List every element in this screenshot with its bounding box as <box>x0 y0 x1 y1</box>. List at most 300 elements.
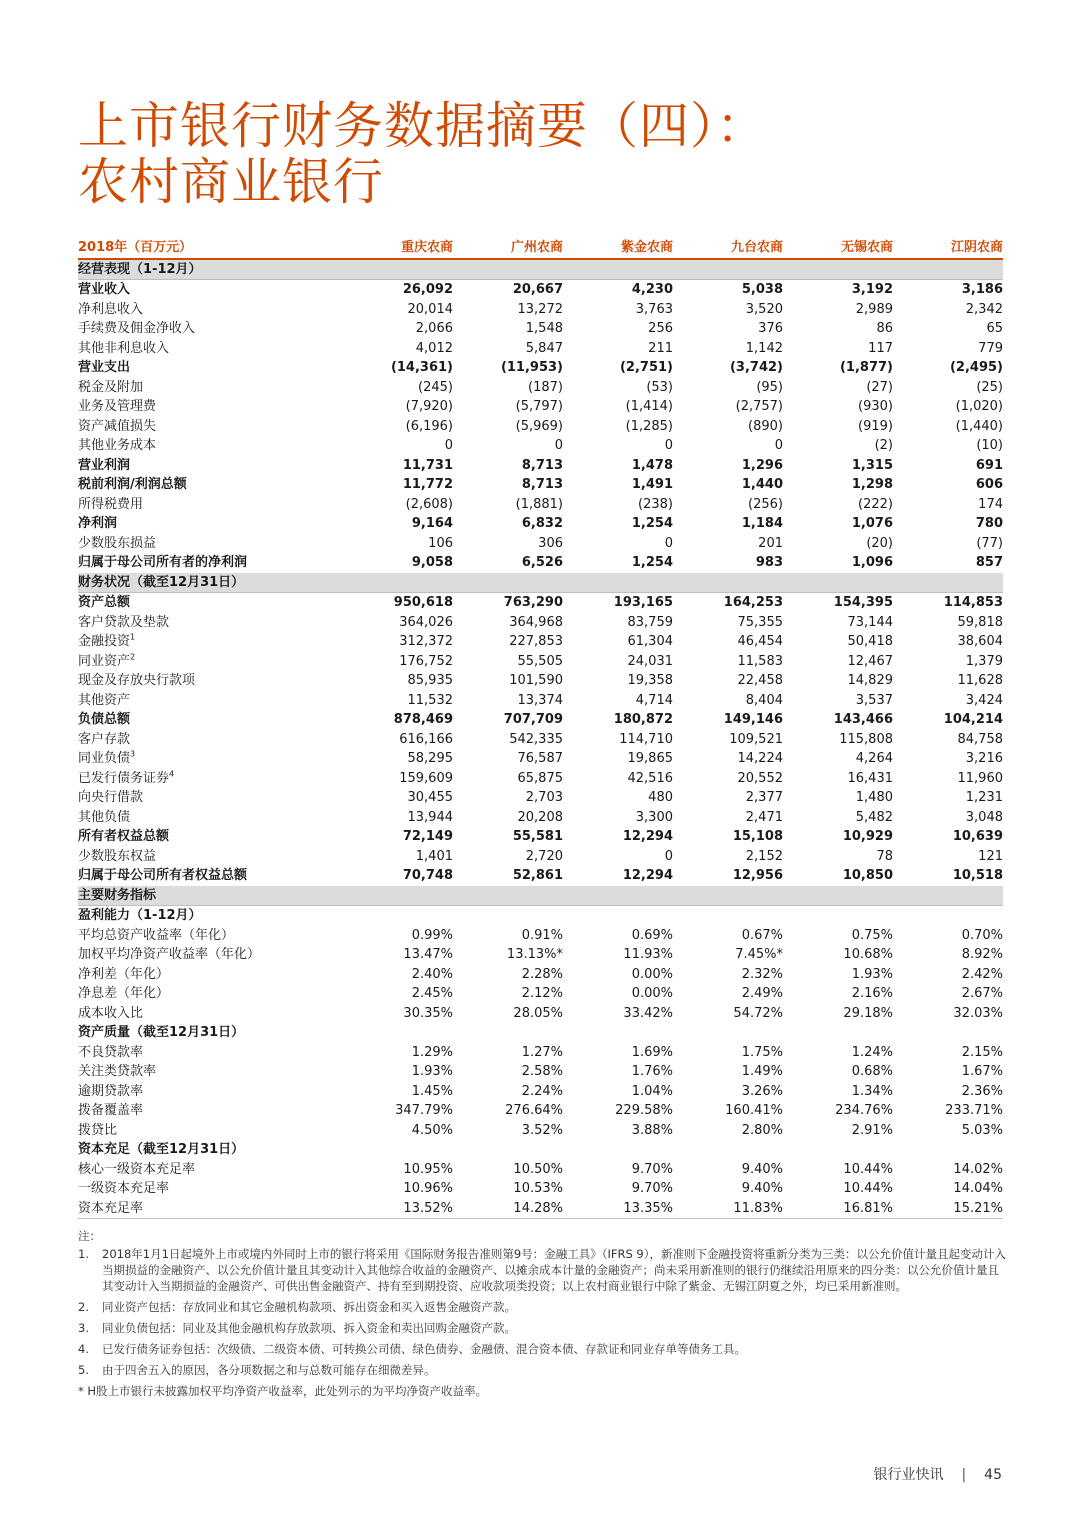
row-label <box>78 1199 343 1219</box>
table-cell: 54.72% <box>733 1005 783 1021</box>
row-label <box>78 788 343 808</box>
table-cell <box>783 1140 893 1160</box>
table-cell: 8.92% <box>961 947 1003 962</box>
table-cell: 10,639 <box>952 829 1003 844</box>
row-label-text: 净息差（年化） <box>78 986 170 1001</box>
table-cell: 180,872 <box>613 712 673 727</box>
row-label <box>78 613 343 633</box>
note-text: 2018年1月1日起境外上市或境内外同时上市的银行将采用《国际财务报告准则第9号：金融工具》（IFRS 9），新准则下金融投资将重新分类为三类：以公允价值计量且起变动计入当期损益的金融资产、以公允价值计量且其变动计入其他综合收益的金融资产、以摊余成本计量的金融资产；尚未采用新准则的银行仍继续沿用原来的四分类：以公允价值计量且其变动计入当期损益的金融资产、可供出售金融资产、持有至到期投资、应收款项类投资；以上农村商业银行中除了紫金、无锡江阴夏之外，均已采用新准则。 <box>102 1247 1006 1293</box>
table-cell: 4,264 <box>855 751 893 766</box>
table-cell: (919) <box>858 418 893 434</box>
table-cell: (1,414) <box>625 399 673 414</box>
table-cell: 70,748 <box>402 868 453 883</box>
row-label-text: 客户贷款及垫款 <box>78 614 170 630</box>
table-row <box>78 1004 1003 1024</box>
table-cell: 542,335 <box>509 731 563 747</box>
row-label-text: 其他业务成本 <box>78 438 157 453</box>
table-cell: 14,829 <box>847 673 893 688</box>
note-item <box>78 1320 1008 1336</box>
table-cell: 10,929 <box>842 829 893 844</box>
table-cell: 2.42% <box>961 966 1003 982</box>
note-item <box>78 1246 1008 1294</box>
table-cell <box>453 259 563 280</box>
table-cell: 983 <box>755 555 783 570</box>
table-row <box>78 534 1003 554</box>
table-cell: (10) <box>976 438 1003 453</box>
table-cell: (238) <box>638 496 673 512</box>
row-label-text: 资本充足（截至12月31日） <box>78 1142 245 1157</box>
table-cell: 1.76% <box>631 1064 673 1079</box>
note-text: 由于四舍五入的原因，各分项数据之和与总数可能存在细微差异。 <box>102 1363 436 1377</box>
table-cell: 9,164 <box>411 516 453 531</box>
header-bank-wuxi: 无锡农商 <box>783 238 893 259</box>
table-cell: 2,989 <box>855 301 893 317</box>
table-cell: 50,418 <box>847 634 893 649</box>
table-cell: 160.41% <box>725 1103 783 1118</box>
table-cell: 10.44% <box>843 1161 893 1177</box>
table-cell: 143,466 <box>833 712 893 727</box>
table-cell: 0.67% <box>741 927 783 943</box>
table-cell: 0.69% <box>631 927 673 943</box>
table-cell: 1,315 <box>851 457 893 473</box>
row-label-text: 不良贷款率 <box>78 1044 144 1060</box>
table-row <box>78 378 1003 398</box>
section-row <box>78 886 1003 906</box>
table-cell: 6,832 <box>521 516 563 531</box>
note-item <box>78 1299 1008 1315</box>
table-cell <box>343 573 453 593</box>
star-note: * H股上市银行未披露加权平均净资产收益率，此处列示的为平均净资产收益率。 <box>78 1384 488 1398</box>
row-label-text: 归属于母公司所有者权益总额 <box>78 868 248 883</box>
table-cell: 1,184 <box>741 516 783 531</box>
table-cell: (11,953) <box>500 360 563 375</box>
table-cell: (95) <box>756 379 783 395</box>
row-label-text: 其他资产 <box>78 692 131 708</box>
table-cell: 1,478 <box>631 457 673 473</box>
page-number: 45 <box>984 1467 1002 1483</box>
subsection-row <box>78 1140 1003 1160</box>
row-label <box>78 945 343 965</box>
table-cell: 950,618 <box>393 595 453 610</box>
row-label-text: 经营表现（1-12月） <box>78 261 202 277</box>
table-cell <box>343 1140 453 1160</box>
table-cell <box>783 886 893 906</box>
table-cell <box>893 259 1003 280</box>
table-cell: 4,230 <box>631 282 673 297</box>
table-cell: 29.18% <box>843 1005 893 1021</box>
row-label-text: 一级资本充足率 <box>78 1181 170 1196</box>
table-cell: 73,144 <box>847 614 893 630</box>
note-number: 5. <box>78 1363 89 1377</box>
table-row <box>78 300 1003 320</box>
table-cell: 19,865 <box>627 751 673 766</box>
row-label <box>78 1179 343 1199</box>
table-cell: 256 <box>648 321 673 336</box>
row-label <box>78 866 343 886</box>
table-cell: 2.24% <box>521 1083 563 1099</box>
table-cell: 9.40% <box>741 1181 783 1196</box>
table-cell: 306 <box>538 535 563 551</box>
table-cell: (2,495) <box>949 360 1003 375</box>
table-cell <box>453 906 563 926</box>
table-row <box>78 965 1003 985</box>
table-row <box>78 358 1003 378</box>
table-cell: 61,304 <box>627 634 673 649</box>
table-row <box>78 808 1003 828</box>
publication-name: 银行业快讯 <box>873 1467 944 1483</box>
row-label <box>78 984 343 1004</box>
row-label <box>78 847 343 867</box>
table-cell: 42,516 <box>627 770 673 786</box>
table-row <box>78 1179 1003 1199</box>
table-cell: 1.75% <box>741 1044 783 1060</box>
table-cell: 2,471 <box>745 809 783 825</box>
table-cell: 2.12% <box>521 986 563 1001</box>
table-cell: 10.50% <box>513 1161 563 1177</box>
table-cell: 616,166 <box>399 731 453 747</box>
table-cell: 1,298 <box>851 477 893 492</box>
table-cell: 13,944 <box>407 809 453 825</box>
notes-header: 注： <box>78 1229 101 1243</box>
table-cell: 1,440 <box>741 477 783 492</box>
table-cell: 2,152 <box>745 848 783 864</box>
table-cell: 86 <box>876 321 893 336</box>
row-label-text: 逾期贷款率 <box>78 1083 144 1099</box>
section-row <box>78 573 1003 593</box>
row-label-text: 少数股东权益 <box>78 848 157 864</box>
row-label <box>78 397 343 417</box>
note-item <box>78 1341 1008 1357</box>
row-label-text: 主要财务指标 <box>78 887 157 903</box>
table-cell: 10.44% <box>843 1181 893 1196</box>
table-cell <box>343 906 453 926</box>
table-cell: 9.70% <box>631 1181 673 1196</box>
table-cell: 227,853 <box>509 634 563 649</box>
table-cell: 3,186 <box>961 282 1003 297</box>
note-text: 同业负债包括：同业及其他金融机构存放款项、拆入资金和卖出回购金融资产款。 <box>102 1321 516 1335</box>
row-label-text: 成本收入比 <box>78 1005 144 1021</box>
row-label-text: 同业负债 <box>78 751 131 766</box>
row-label-text: 现金及存放央行款项 <box>78 673 196 688</box>
row-label <box>78 593 343 613</box>
table-cell: 480 <box>648 790 673 805</box>
table-cell: 22,458 <box>737 673 783 688</box>
table-row <box>78 945 1003 965</box>
table-cell: 1.93% <box>411 1064 453 1079</box>
note-number: 4. <box>78 1342 89 1356</box>
table-cell: 606 <box>975 477 1003 492</box>
table-cell <box>453 1140 563 1160</box>
row-label <box>78 1121 343 1141</box>
note-item <box>78 1362 1008 1378</box>
table-cell <box>453 573 563 593</box>
row-label <box>78 417 343 437</box>
table-cell: 65,875 <box>517 770 563 786</box>
table-row <box>78 613 1003 633</box>
table-cell: (890) <box>748 418 783 434</box>
table-cell: 9,058 <box>411 555 453 570</box>
table-cell: 55,505 <box>517 653 563 669</box>
table-cell: 1,491 <box>631 477 673 492</box>
subsection-row <box>78 906 1003 926</box>
table-cell: 2.67% <box>961 986 1003 1001</box>
table-cell: 174 <box>978 496 1003 512</box>
row-label <box>78 965 343 985</box>
row-label <box>78 573 343 593</box>
table-cell: 109,521 <box>729 731 783 747</box>
table-row <box>78 495 1003 515</box>
table-cell: 0 <box>664 438 673 453</box>
row-label-text: 税前利润/利润总额 <box>78 477 187 492</box>
row-label-text: 少数股东损益 <box>78 535 157 551</box>
table-cell: 2.32% <box>741 966 783 982</box>
table-cell: 364,026 <box>399 614 453 630</box>
header-bank-jiutai: 九台农商 <box>673 238 783 259</box>
table-cell <box>453 1023 563 1043</box>
row-label <box>78 827 343 847</box>
table-cell: 2,720 <box>525 848 563 864</box>
table-row <box>78 652 1003 672</box>
table-cell: 1.93% <box>851 966 893 982</box>
table-row <box>78 514 1003 534</box>
table-cell <box>893 1140 1003 1160</box>
row-label-text: 净利润 <box>78 516 118 531</box>
table-cell: 763,290 <box>503 595 563 610</box>
table-cell: 9.40% <box>741 1161 783 1177</box>
table-cell: (1,020) <box>955 399 1003 414</box>
table-cell: 0 <box>664 848 673 864</box>
table-cell: (930) <box>858 399 893 414</box>
table-row <box>78 788 1003 808</box>
table-cell: 1.04% <box>631 1083 673 1099</box>
table-cell <box>783 1023 893 1043</box>
table-cell: 15,108 <box>732 829 783 844</box>
table-cell: 83,759 <box>627 614 673 630</box>
table-cell <box>673 906 783 926</box>
table-body <box>78 259 1003 1219</box>
table-cell: 12,294 <box>622 868 673 883</box>
table-cell: 1,142 <box>745 340 783 356</box>
table-cell: 26,092 <box>402 282 453 297</box>
table-cell: 10,518 <box>952 868 1003 883</box>
row-label-text: 资产减值损失 <box>78 418 157 434</box>
table-cell: 20,667 <box>512 282 563 297</box>
table-cell: 1,254 <box>631 516 673 531</box>
table-cell: (7,920) <box>405 399 453 414</box>
table-cell <box>783 573 893 593</box>
table-row <box>78 926 1003 946</box>
table-cell: 55,581 <box>512 829 563 844</box>
table-cell: 1,096 <box>851 555 893 570</box>
table-cell: 1,231 <box>965 790 1003 805</box>
row-label-text: 加权平均净资产收益率（年化） <box>78 947 261 962</box>
row-label-text: 营业支出 <box>78 360 131 375</box>
row-label <box>78 886 343 906</box>
row-label-text: 关注类贷款率 <box>78 1064 157 1079</box>
table-cell: 2.16% <box>851 986 893 1001</box>
table-cell: 117 <box>868 340 893 356</box>
table-cell: 2,066 <box>415 321 453 336</box>
table-cell: 1,076 <box>851 516 893 531</box>
table-cell: 0.00% <box>631 986 673 1001</box>
table-cell: 8,404 <box>745 692 783 708</box>
row-label <box>78 514 343 534</box>
table-cell: 154,395 <box>833 595 893 610</box>
row-label <box>78 319 343 339</box>
table-cell: 201 <box>758 535 783 551</box>
row-label-text: 拨贷比 <box>78 1122 118 1138</box>
table-cell: (2,751) <box>619 360 673 375</box>
row-label-text: 其他负债 <box>78 809 131 825</box>
table-cell: 16,431 <box>847 770 893 786</box>
table-cell: 65 <box>986 321 1003 336</box>
row-label-text: 业务及管理费 <box>78 399 157 414</box>
table-cell: 14.04% <box>953 1181 1003 1196</box>
table-cell: (1,877) <box>839 360 893 375</box>
table-cell: 364,968 <box>509 614 563 630</box>
table-cell: 75,355 <box>737 614 783 630</box>
row-label <box>78 710 343 730</box>
row-label-text: 同业资产 <box>78 653 131 669</box>
table-cell: 8,713 <box>521 477 563 492</box>
table-cell: 30,455 <box>407 790 453 805</box>
table-cell <box>563 1140 673 1160</box>
table-cell: 2,377 <box>745 790 783 805</box>
table-cell: 12,956 <box>732 868 783 883</box>
table-cell: (222) <box>858 496 893 512</box>
table-cell: 1,296 <box>741 457 783 473</box>
table-cell: 32.03% <box>953 1005 1003 1021</box>
row-label <box>78 475 343 495</box>
table-cell: 20,208 <box>517 809 563 825</box>
row-label <box>78 534 343 554</box>
table-cell: 114,710 <box>619 731 673 747</box>
row-label <box>78 1023 343 1043</box>
table-cell: 13.13%* <box>506 947 563 962</box>
table-cell: 10.95% <box>403 1161 453 1177</box>
table-cell: 376 <box>758 321 783 336</box>
table-cell: 3,048 <box>965 809 1003 825</box>
table-cell <box>673 1140 783 1160</box>
row-label <box>78 259 343 280</box>
footnote-ref: 3 <box>130 749 136 759</box>
table-cell: 234.76% <box>835 1103 893 1118</box>
table-cell: 14,224 <box>737 751 783 766</box>
table-cell: (245) <box>418 379 453 395</box>
table-cell <box>893 1023 1003 1043</box>
table-cell: 28.05% <box>513 1005 563 1021</box>
row-label <box>78 652 343 672</box>
table-cell: 1,401 <box>415 848 453 864</box>
table-row <box>78 1121 1003 1141</box>
table-row <box>78 280 1003 300</box>
table-cell: 11,532 <box>407 692 453 708</box>
header-bank-jiangyin: 江阴农商 <box>893 238 1003 259</box>
table-cell: 1,480 <box>855 790 893 805</box>
page-footer <box>873 1464 1002 1484</box>
table-cell: 11,628 <box>957 673 1003 688</box>
table-cell: 38,604 <box>957 634 1003 649</box>
table-cell: 20,014 <box>407 301 453 317</box>
table-cell: 0.68% <box>851 1064 893 1079</box>
page-title <box>78 98 767 210</box>
header-bank-chongqing: 重庆农商 <box>343 238 453 259</box>
table-cell: 85,935 <box>407 673 453 688</box>
table-cell: 0.91% <box>521 927 563 943</box>
table-cell: 2.45% <box>411 986 453 1001</box>
table-row <box>78 984 1003 1004</box>
table-cell: 9.70% <box>631 1161 673 1177</box>
table-cell: 11.93% <box>623 947 673 962</box>
table-cell: (187) <box>528 379 563 395</box>
row-label <box>78 378 343 398</box>
row-label <box>78 749 343 769</box>
table-cell: 3,192 <box>851 282 893 297</box>
table-cell: 5,038 <box>741 282 783 297</box>
table-cell: 211 <box>648 340 673 356</box>
table-cell: (2) <box>874 438 893 453</box>
table-cell: 3,537 <box>855 692 893 708</box>
table-cell: 2.36% <box>961 1083 1003 1099</box>
table-cell: 1,254 <box>631 555 673 570</box>
table-cell: 10,850 <box>842 868 893 883</box>
table-cell: (20) <box>866 535 893 551</box>
table-cell: (6,196) <box>405 418 453 434</box>
row-label-text: 盈利能力（1-12月） <box>78 908 202 923</box>
table-row <box>78 632 1003 652</box>
financial-table <box>78 238 1003 1219</box>
footnote-ref: 1 <box>130 632 136 642</box>
table-cell <box>673 1023 783 1043</box>
row-label <box>78 671 343 691</box>
note-number: 2. <box>78 1300 89 1314</box>
table-cell: 10.96% <box>403 1181 453 1196</box>
row-label <box>78 339 343 359</box>
table-cell: 1.27% <box>521 1044 563 1060</box>
row-label <box>78 730 343 750</box>
table-cell: 84,758 <box>957 731 1003 747</box>
row-label-text: 资本充足率 <box>78 1200 144 1216</box>
table-cell: (5,969) <box>515 418 563 434</box>
row-label <box>78 280 343 300</box>
table-cell <box>343 886 453 906</box>
table-cell: (1,440) <box>955 418 1003 434</box>
table-cell: 0 <box>554 438 563 453</box>
table-cell: 20,552 <box>737 770 783 786</box>
table-cell: 3,300 <box>635 809 673 825</box>
table-row <box>78 1062 1003 1082</box>
table-cell: 1,379 <box>965 653 1003 669</box>
row-label-text: 金融投资 <box>78 634 131 649</box>
table-cell: (256) <box>748 496 783 512</box>
table-cell: 1.45% <box>411 1083 453 1099</box>
table-cell: 19,358 <box>627 673 673 688</box>
table-cell <box>343 1023 453 1043</box>
table-cell: 0.75% <box>851 927 893 943</box>
table-cell: 104,214 <box>943 712 1003 727</box>
row-label-text: 营业利润 <box>78 457 131 473</box>
notes-list <box>78 1246 1008 1378</box>
table-row <box>78 417 1003 437</box>
table-cell <box>893 573 1003 593</box>
table-cell: 3.52% <box>521 1122 563 1138</box>
row-label <box>78 436 343 456</box>
table-cell: (77) <box>976 535 1003 551</box>
row-label-text: 平均总资产收益率（年化） <box>78 927 235 943</box>
table-cell: 1.24% <box>851 1044 893 1060</box>
table-row <box>78 1082 1003 1102</box>
table-cell: 0.99% <box>411 927 453 943</box>
